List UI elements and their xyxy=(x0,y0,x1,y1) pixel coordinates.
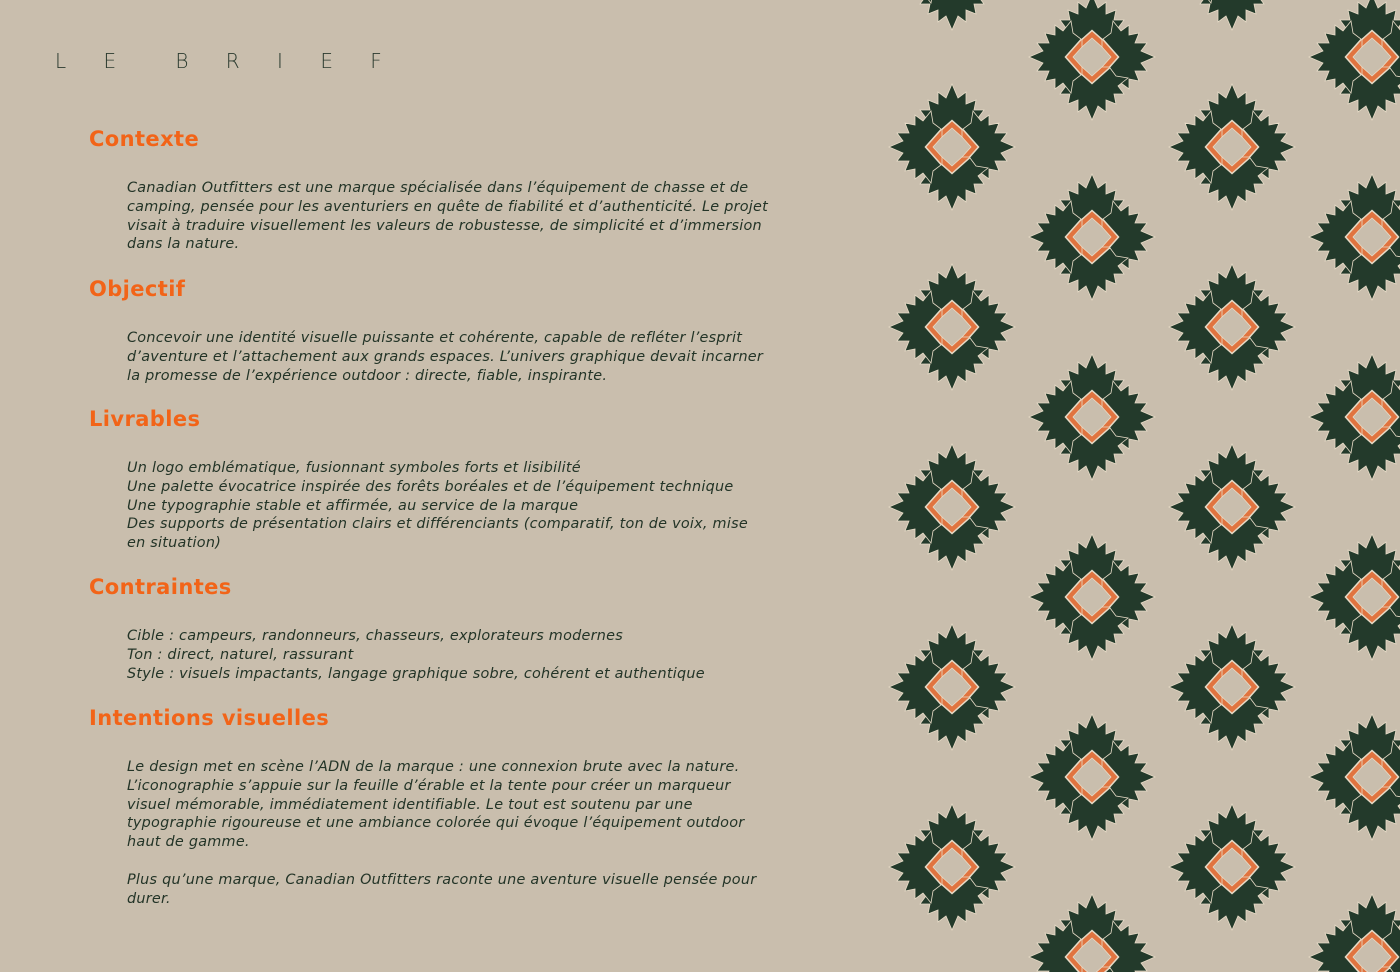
maple-leaf-motif-icon xyxy=(1169,84,1295,210)
section-body xyxy=(89,179,827,254)
text-line: dans la nature. xyxy=(127,236,240,253)
text-line: haut de gamme. xyxy=(127,834,250,851)
section-heading: Intentions visuelles xyxy=(89,706,330,730)
maple-leaf-motif-icon xyxy=(889,804,1015,930)
list-item: Style : visuels impactants, langage graphique sobre, cohérent et authentique xyxy=(127,665,705,682)
list-item: Un logo emblématique, fusionnant symboles forts et lisibilité xyxy=(127,460,581,476)
maple-leaf-motif-icon xyxy=(1029,714,1155,840)
section-heading: Livrables xyxy=(89,407,201,431)
maple-leaf-motif-icon xyxy=(889,84,1015,210)
maple-leaf-motif-icon xyxy=(1309,534,1400,660)
section-heading: Contraintes xyxy=(89,575,232,599)
text-line: Canadian Outfitters est une marque spécialisée dans l’équipement de chasse et de xyxy=(127,180,749,196)
section-heading: Contexte xyxy=(89,127,200,151)
text-line: visait à traduire visuellement les valeurs de robustesse, de simplicité et d’immersion xyxy=(127,217,762,234)
text-line: L’iconographie s’appuie sur la feuille d’érable et la tente pour créer un marqueur xyxy=(127,777,731,794)
maple-leaf-motif-icon xyxy=(1169,0,1295,30)
maple-leaf-motif-icon xyxy=(1169,804,1295,930)
list-item: Des supports de présentation clairs et différenciants (comparatif, ton de voix, mise xyxy=(127,516,748,533)
maple-leaf-motif-icon xyxy=(1169,264,1295,390)
text-line: visuel mémorable, immédiatement identifiable. Le tout est soutenu par une xyxy=(127,796,693,813)
maple-leaf-motif-icon xyxy=(1309,714,1400,840)
section-livrables xyxy=(89,407,849,553)
maple-leaf-motif-icon xyxy=(1029,894,1155,972)
maple-leaf-motif-icon xyxy=(1029,534,1155,660)
maple-leaf-motif-icon xyxy=(1309,0,1400,120)
text-line: la promesse de l’expérience outdoor : directe, fiable, inspirante. xyxy=(127,367,608,384)
text-line: durer. xyxy=(127,890,171,907)
maple-leaf-motif-icon xyxy=(1309,894,1400,972)
maple-leaf-motif-icon xyxy=(1309,174,1400,300)
maple-leaf-motif-icon xyxy=(1309,354,1400,480)
list-item: Une palette évocatrice inspirée des forêts boréales et de l’équipement technique xyxy=(127,478,734,495)
maple-leaf-motif-icon xyxy=(1169,444,1295,570)
section-contraintes xyxy=(89,575,849,683)
maple-leaf-motif-icon xyxy=(1029,354,1155,480)
text-line: Plus qu’une marque, Canadian Outfitters raconte une aventure visuelle pensée pour xyxy=(127,871,757,888)
list-item: Une typographie stable et affirmée, au service de la marque xyxy=(127,497,579,514)
paragraph-gap xyxy=(127,852,827,871)
text-line: Le design met en scène l’ADN de la marque : une connexion brute avec la nature. xyxy=(127,759,740,775)
list-item: en situation) xyxy=(127,535,222,552)
section-body xyxy=(89,459,827,553)
text-line: Concevoir une identité visuelle puissante et cohérente, capable de refléter l’esprit xyxy=(127,330,743,346)
section-contexte xyxy=(89,127,849,254)
maple-leaf-motif-icon xyxy=(1029,0,1155,120)
section-body xyxy=(89,329,827,385)
text-line: d’aventure et l’attachement aux grands espaces. L’univers graphique devait incarner xyxy=(127,348,764,365)
section-objectif xyxy=(89,277,849,385)
maple-leaf-motif-icon xyxy=(889,0,1015,30)
page-title: L E B R I E F xyxy=(55,49,398,73)
maple-leaf-motif-icon xyxy=(1029,174,1155,300)
maple-leaf-motif-icon xyxy=(889,624,1015,750)
section-heading: Objectif xyxy=(89,277,186,301)
maple-leaf-motif-icon xyxy=(889,264,1015,390)
maple-leaf-motif-icon xyxy=(1169,624,1295,750)
list-item: Ton : direct, naturel, rassurant xyxy=(127,646,354,663)
maple-leaf-motif-icon xyxy=(889,444,1015,570)
section-body xyxy=(89,758,827,908)
section-body xyxy=(89,627,827,683)
text-line: typographie rigoureuse et une ambiance colorée qui évoque l’équipement outdoor xyxy=(127,815,745,832)
list-item: Cible : campeurs, randonneurs, chasseurs, explorateurs modernes xyxy=(127,628,624,644)
text-line: camping, pensée pour les aventuriers en quête de fiabilité et d’authenticité. Le projet xyxy=(127,198,769,215)
maple-leaf-pattern xyxy=(870,0,1400,972)
section-intentions-visuelles xyxy=(89,706,849,908)
